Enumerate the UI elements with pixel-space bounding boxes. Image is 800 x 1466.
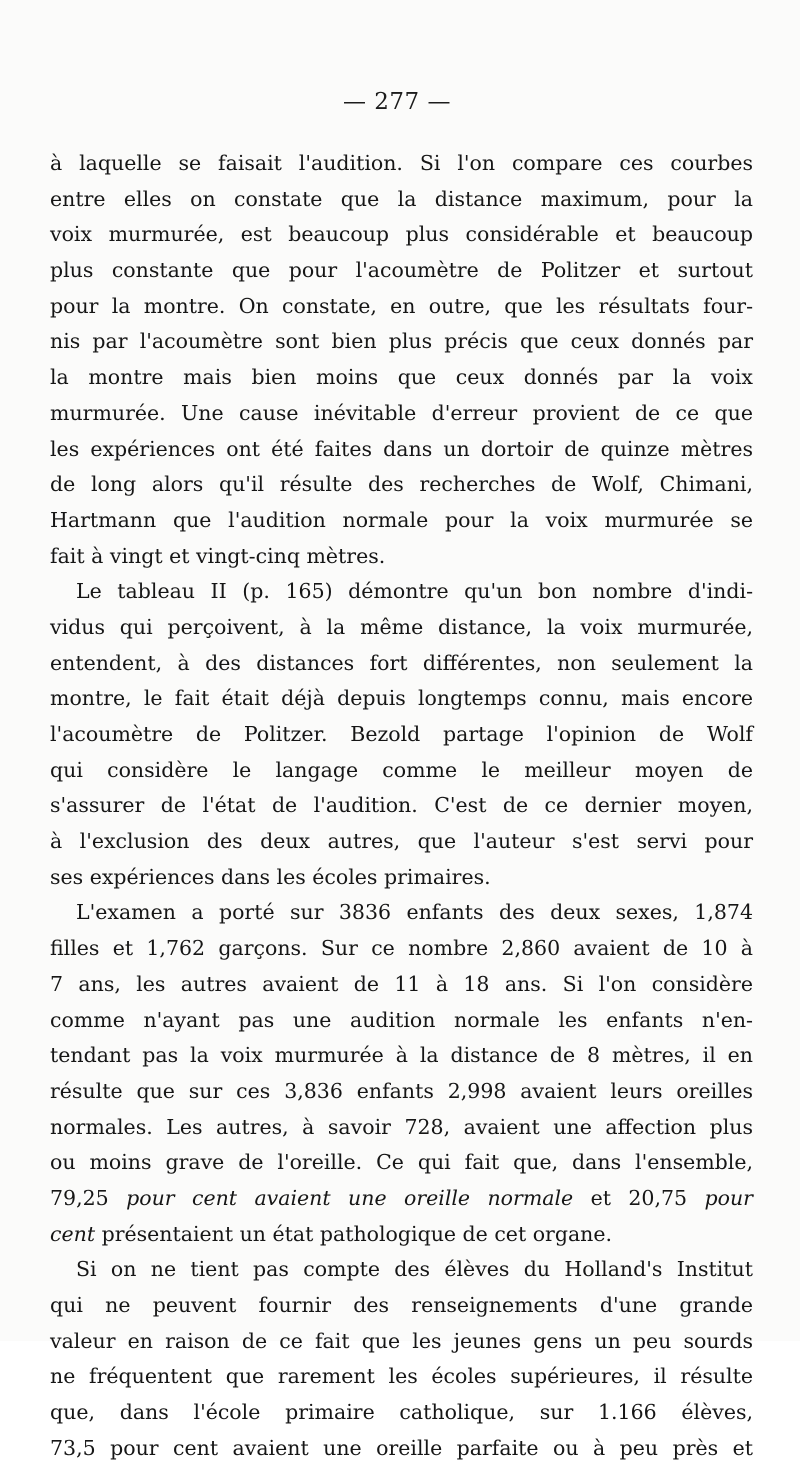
italic-segment: pour	[704, 1185, 753, 1210]
text-line: les expériences ont été faites dans un dortoir de quinze mètres	[50, 436, 753, 461]
text-line: comme n'ayant pas une audition normale les enfants n'en-	[50, 1007, 753, 1032]
text-line-mixed	[50, 1181, 753, 1217]
text-line: qui considère le langage comme le meilleur moyen de	[50, 757, 753, 782]
italic-segment: cent	[50, 1221, 96, 1246]
text-line: la montre mais bien moins que ceux donnés par la voix	[50, 365, 753, 390]
text-line: résulte que sur ces 3,836 enfants 2,998 avaient leurs oreilles	[50, 1078, 753, 1103]
text-segment: 79,25	[50, 1185, 109, 1210]
body-text	[50, 146, 753, 1466]
text-line: filles et 1,762 garçons. Sur ce nombre 2,860 avaient de 10 à	[50, 936, 753, 961]
text-line: entendent, à des distances fort différentes, non seulement la	[50, 650, 753, 675]
text-line: l'acoumètre de Politzer. Bezold partage l'opinion de Wolf	[50, 722, 753, 746]
text-line: 73,5 pour cent avaient une oreille parfaite ou à peu près et	[50, 1435, 753, 1460]
text-segment: et 20,75	[590, 1185, 688, 1210]
text-line: fait à vingt et vingt-cinq mètres.	[50, 543, 386, 568]
text-line: pour la montre. On constate, en outre, que les résultats four-	[50, 293, 753, 318]
text-line: plus constante que pour l'acoumètre de Politzer et surtout	[50, 258, 753, 283]
text-line: valeur en raison de ce fait que les jeunes gens un peu sourds	[50, 1328, 753, 1353]
text-line: tendant pas la voix murmurée à la distance de 8 mètres, il en	[50, 1043, 753, 1068]
text-line: s'assurer de l'état de l'audition. C'est de ce dernier moyen,	[50, 793, 753, 818]
text-line: ses expériences dans les écoles primaires.	[50, 864, 491, 889]
text-line: voix murmurée, est beaucoup plus considérable et beaucoup	[50, 222, 753, 247]
text-line: entre elles on constate que la distance maximum, pour la	[50, 186, 753, 211]
text-line: de long alors qu'il résulte des recherches de Wolf, Chimani,	[50, 472, 753, 497]
text-line: Hartmann que l'audition normale pour la voix murmurée se	[50, 507, 753, 532]
text-line: nis par l'acoumètre sont bien plus précis que ceux donnés par	[50, 329, 753, 354]
text-line: murmurée. Une cause inévitable d'erreur provient de ce que	[50, 400, 753, 425]
paragraph-start-line: Le tableau II (p. 165) démontre qu'un bon nombre d'indi-	[76, 579, 753, 604]
text-line: que, dans l'école primaire catholique, sur 1.166 élèves,	[50, 1400, 753, 1425]
text-line: normales. Les autres, à savoir 728, avaient une affection plus	[50, 1114, 753, 1139]
text-line: à laquelle se faisait l'audition. Si l'on compare ces courbes	[50, 151, 753, 175]
text-line: ou moins grave de l'oreille. Ce qui fait que, dans l'ensemble,	[50, 1150, 753, 1175]
text-line: ne fréquentent que rarement les écoles supérieures, il résulte	[50, 1364, 753, 1389]
text-line: à l'exclusion des deux autres, que l'auteur s'est servi pour	[50, 829, 753, 854]
text-line-mixed	[50, 1217, 753, 1253]
text-line: 7 ans, les autres avaient de 11 à 18 ans. Si l'on considère	[50, 971, 753, 996]
text-segment: présentaient un état pathologique de cet organe.	[101, 1221, 613, 1246]
paragraph-start-line: Si on ne tient pas compte des élèves du Holland's Institut	[76, 1257, 753, 1282]
text-line: montre, le fait était déjà depuis longtemps connu, mais encore	[50, 686, 753, 711]
page-number: — 277 —	[342, 89, 452, 115]
text-line: vidus qui perçoivent, à la même distance, la voix murmurée,	[50, 614, 753, 639]
paragraph-start-line: L'examen a porté sur 3836 enfants des deux sexes, 1,874	[76, 900, 753, 925]
italic-segment: pour cent avaient une oreille normale	[126, 1185, 574, 1210]
text-line: qui ne peuvent fournir des renseignements d'une grande	[50, 1293, 753, 1317]
